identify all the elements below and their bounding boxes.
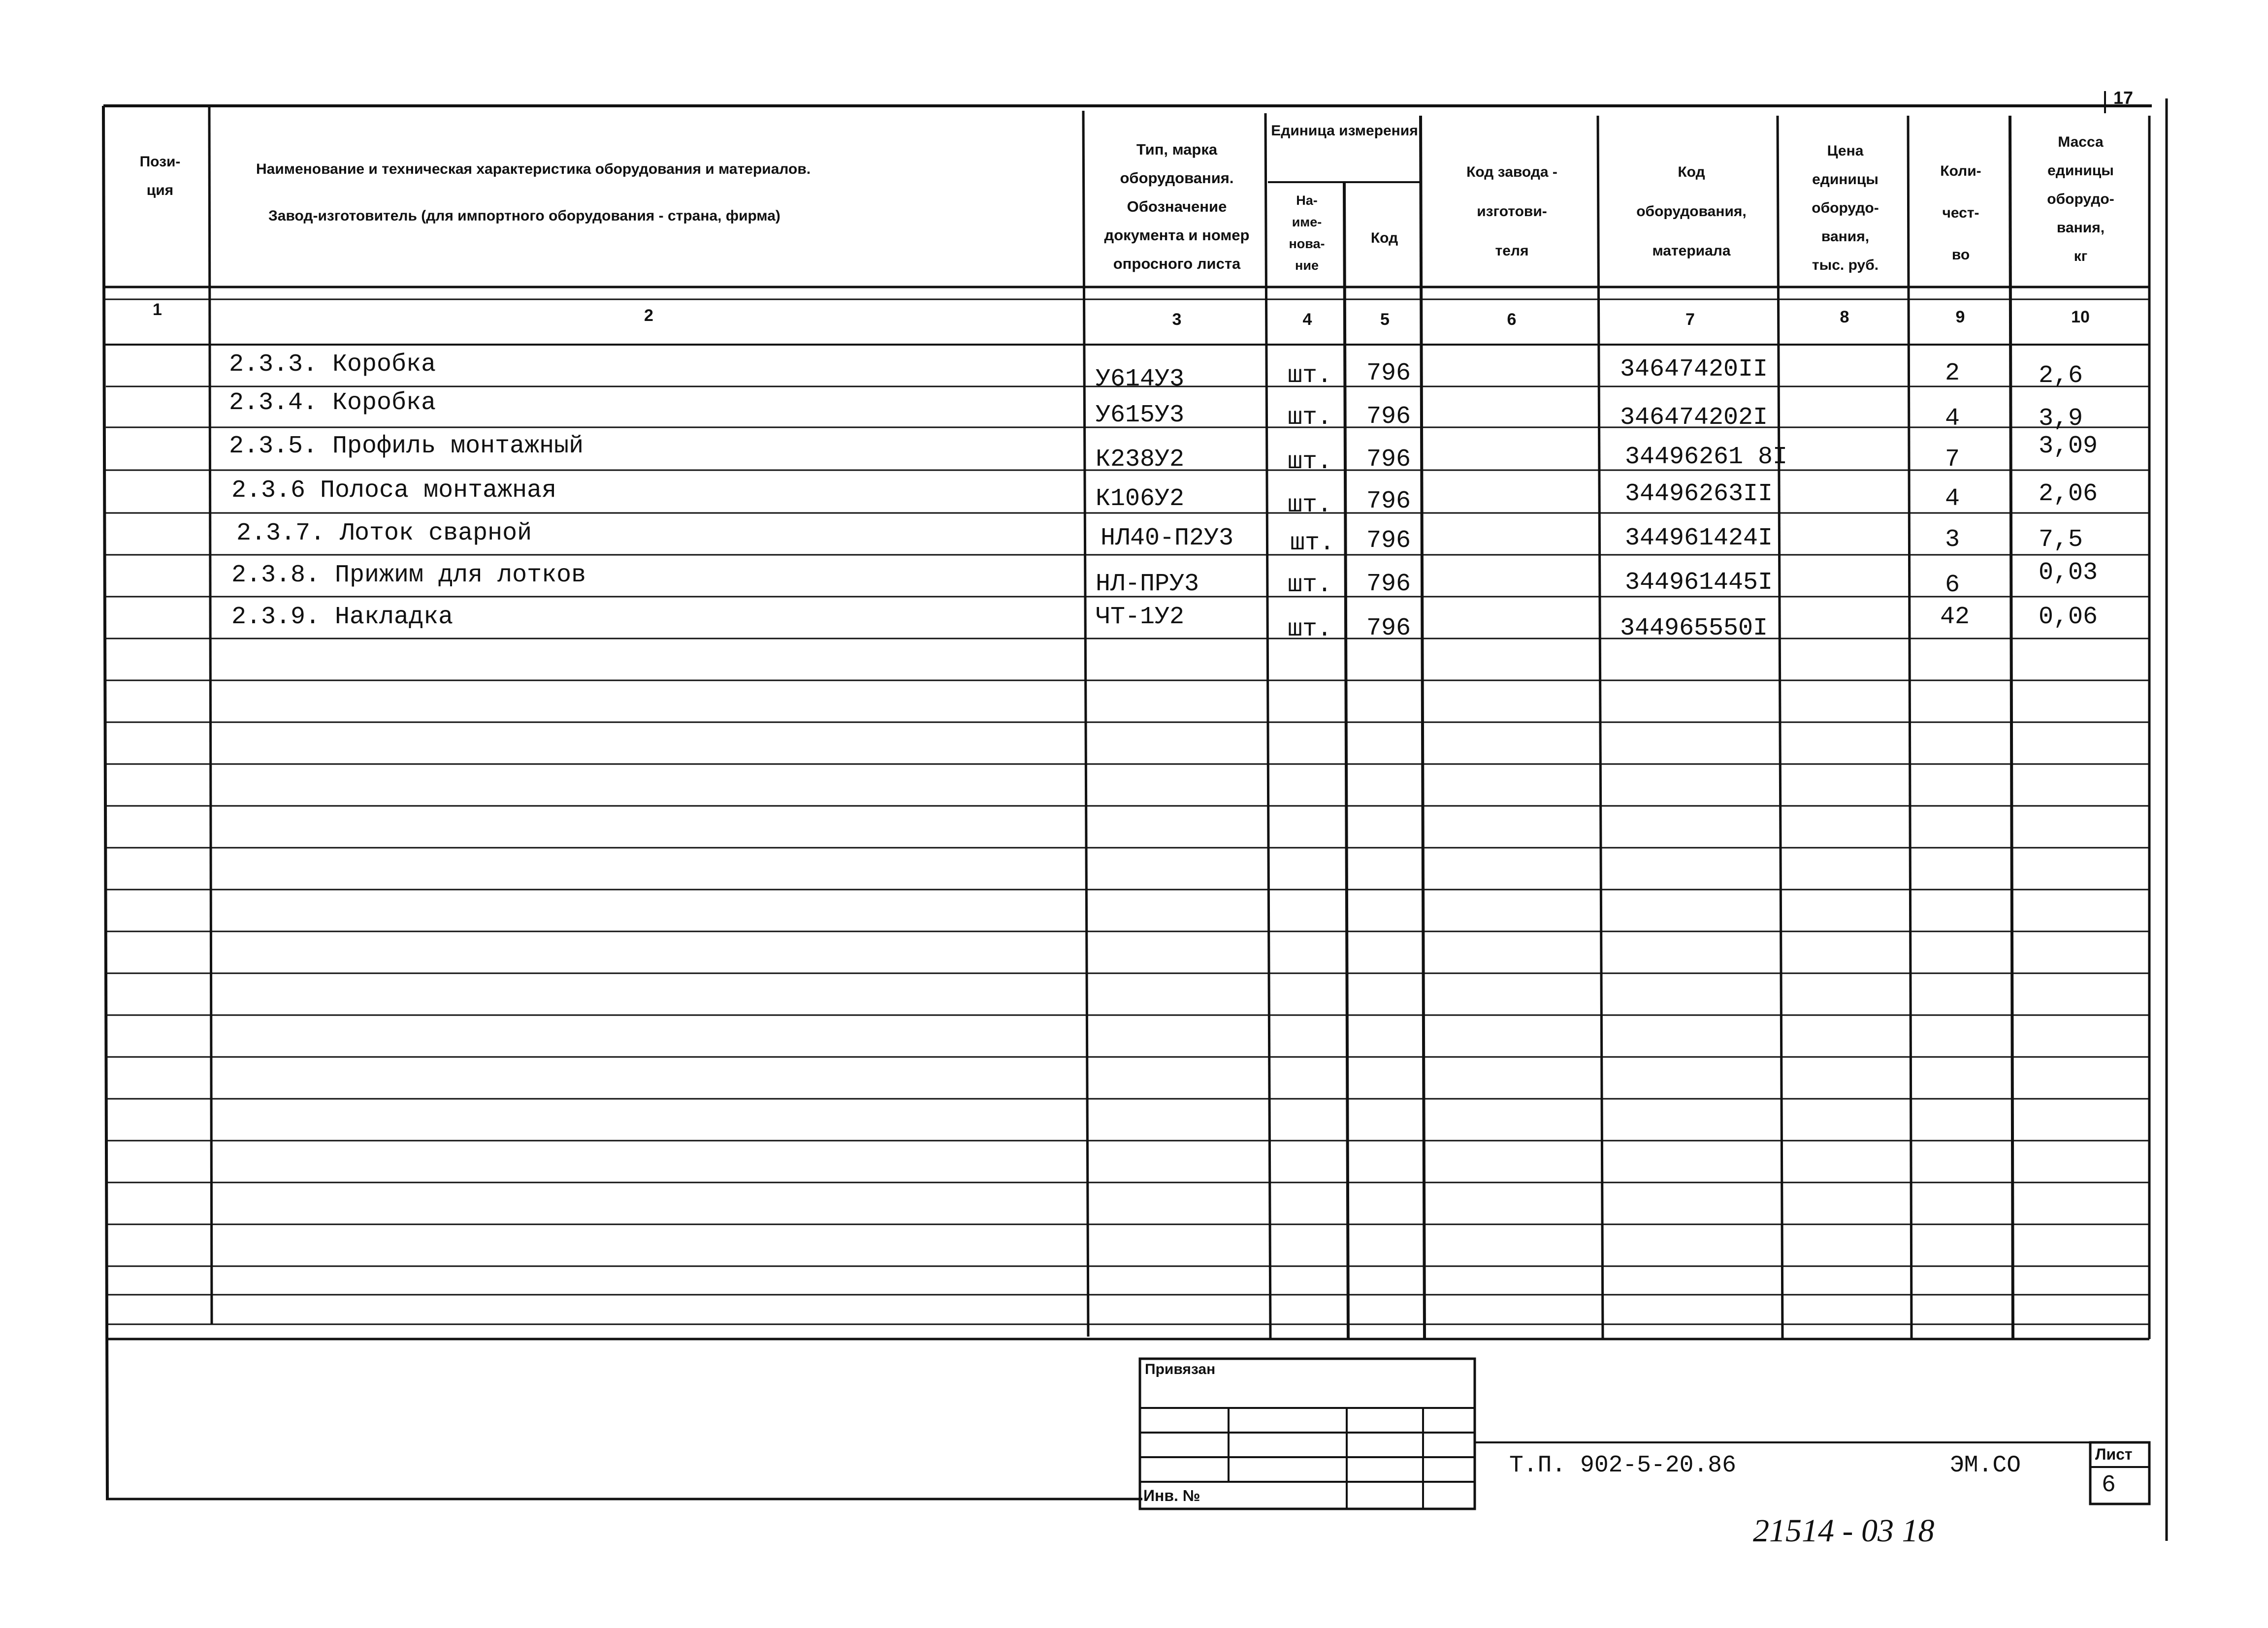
column-number-3: 3 — [1172, 310, 1182, 329]
row-5-unit: шт. — [1290, 529, 1335, 557]
row-3-name: 2.3.5. Профиль монтажный — [229, 432, 584, 460]
column-number-6: 6 — [1507, 310, 1517, 329]
row-2-unit-code: 796 — [1366, 403, 1411, 431]
handwritten-archive-number: 21514 - 03 18 — [1753, 1513, 1935, 1549]
page-mark: 17 — [2113, 88, 2134, 108]
header-quantity: Коли- чест- во — [1940, 163, 1981, 263]
column-number-4: 4 — [1302, 310, 1312, 329]
row-7-unit-code: 796 — [1366, 614, 1411, 642]
row-4-material-code: 34496263II — [1625, 480, 1773, 508]
header-name-line2: Завод-изготовитель (для импортного оборудования - страна, фирма) — [268, 208, 780, 224]
row-6-type: НЛ-ПРУ3 — [1096, 570, 1199, 598]
row-2-name: 2.3.4. Коробка — [229, 389, 436, 417]
column-number-10: 10 — [2071, 308, 2090, 326]
row-1-material-code: 34647420II — [1620, 355, 1768, 383]
stamp-list-label: Лист — [2095, 1445, 2133, 1463]
row-6-material-code: 344961445I — [1625, 569, 1773, 597]
row-5-mass: 7,5 — [2039, 526, 2083, 554]
header-name-line1: Наименование и техническая характеристика оборудования и материалов. — [256, 161, 811, 177]
row-3-type: К238У2 — [1096, 446, 1185, 474]
column-number-7: 7 — [1685, 310, 1695, 329]
row-1-type: У614У3 — [1096, 365, 1185, 393]
header-unit-code: Код — [1370, 230, 1398, 246]
header-unit-name: На- име- нова- ние — [1289, 193, 1325, 273]
header-price: Цена единицы оборудо- вания, тыс. руб. — [1812, 143, 1879, 273]
row-2-quantity: 4 — [1945, 405, 1960, 433]
header-type: Тип, марка оборудования. Обозначение документа и номер опросного листа — [1104, 141, 1250, 272]
row-6-unit-code: 796 — [1366, 570, 1411, 598]
row-1-quantity: 2 — [1945, 359, 1960, 387]
row-7-quantity: 42 — [1940, 603, 1970, 631]
row-4-unit-code: 796 — [1366, 487, 1411, 515]
row-2-unit: шт. — [1288, 404, 1332, 432]
row-6-name: 2.3.8. Прижим для лотков — [231, 561, 586, 589]
stamp-privyazan-label: Привязан — [1145, 1361, 1216, 1377]
header-mass: Масса единицы оборудо- вания, кг — [2047, 134, 2114, 264]
row-4-name: 2.3.6 Полоса монтажная — [231, 477, 557, 505]
row-5-material-code: 344961424I — [1625, 524, 1773, 552]
row-5-unit-code: 796 — [1366, 527, 1411, 555]
row-3-mass: 3,09 — [2039, 432, 2098, 460]
stamp-document-code: Т.П. 902-5-20.86 — [1509, 1452, 1736, 1479]
row-2-mass: 3,9 — [2039, 405, 2083, 433]
row-6-mass: 0,03 — [2039, 559, 2098, 587]
row-4-mass: 2,06 — [2039, 480, 2098, 508]
row-1-name: 2.3.3. Коробка — [229, 351, 436, 379]
header-position: Пози- ция — [139, 154, 181, 198]
row-3-quantity: 7 — [1945, 446, 1960, 474]
header-factory-code: Код завода - изготови- теля — [1466, 164, 1557, 259]
row-7-material-code: 344965550I — [1620, 614, 1768, 642]
row-1-unit-code: 796 — [1366, 359, 1411, 387]
stamp-mark: ЭМ.СО — [1950, 1452, 2021, 1479]
row-1-mass: 2,6 — [2039, 362, 2083, 390]
row-6-quantity: 6 — [1945, 571, 1960, 599]
row-2-type: У615У3 — [1096, 401, 1185, 429]
column-number-1: 1 — [153, 300, 162, 319]
row-2-material-code: 346474202I — [1620, 404, 1768, 432]
row-6-unit: шт. — [1288, 571, 1332, 599]
header-unit-group: Единица измерения — [1271, 123, 1418, 139]
column-number-9: 9 — [1955, 308, 1965, 326]
row-5-quantity: 3 — [1945, 526, 1960, 554]
row-5-type: НЛ40-П2У3 — [1101, 524, 1234, 552]
row-1-unit: шт. — [1288, 362, 1332, 390]
row-7-name: 2.3.9. Накладка — [231, 603, 454, 631]
row-4-quantity: 4 — [1945, 485, 1960, 513]
column-number-5: 5 — [1380, 310, 1390, 329]
row-5-name: 2.3.7. Лоток сварной — [236, 519, 532, 547]
column-number-2: 2 — [644, 306, 653, 325]
stamp-list-number: 6 — [2102, 1472, 2116, 1499]
row-7-type: ЧТ-1У2 — [1096, 603, 1185, 631]
header-material-code: Код оборудования, материала — [1636, 164, 1747, 259]
row-3-material-code: 34496261 8I — [1625, 443, 1788, 471]
column-number-8: 8 — [1840, 308, 1849, 326]
row-4-type: К106У2 — [1096, 485, 1185, 513]
row-4-unit: шт. — [1288, 491, 1332, 519]
row-3-unit: шт. — [1288, 448, 1332, 476]
row-3-unit-code: 796 — [1366, 446, 1411, 474]
stamp-inv-label: Инв. № — [1143, 1487, 1200, 1504]
row-7-unit: шт. — [1288, 615, 1332, 643]
row-7-mass: 0,06 — [2039, 603, 2098, 631]
